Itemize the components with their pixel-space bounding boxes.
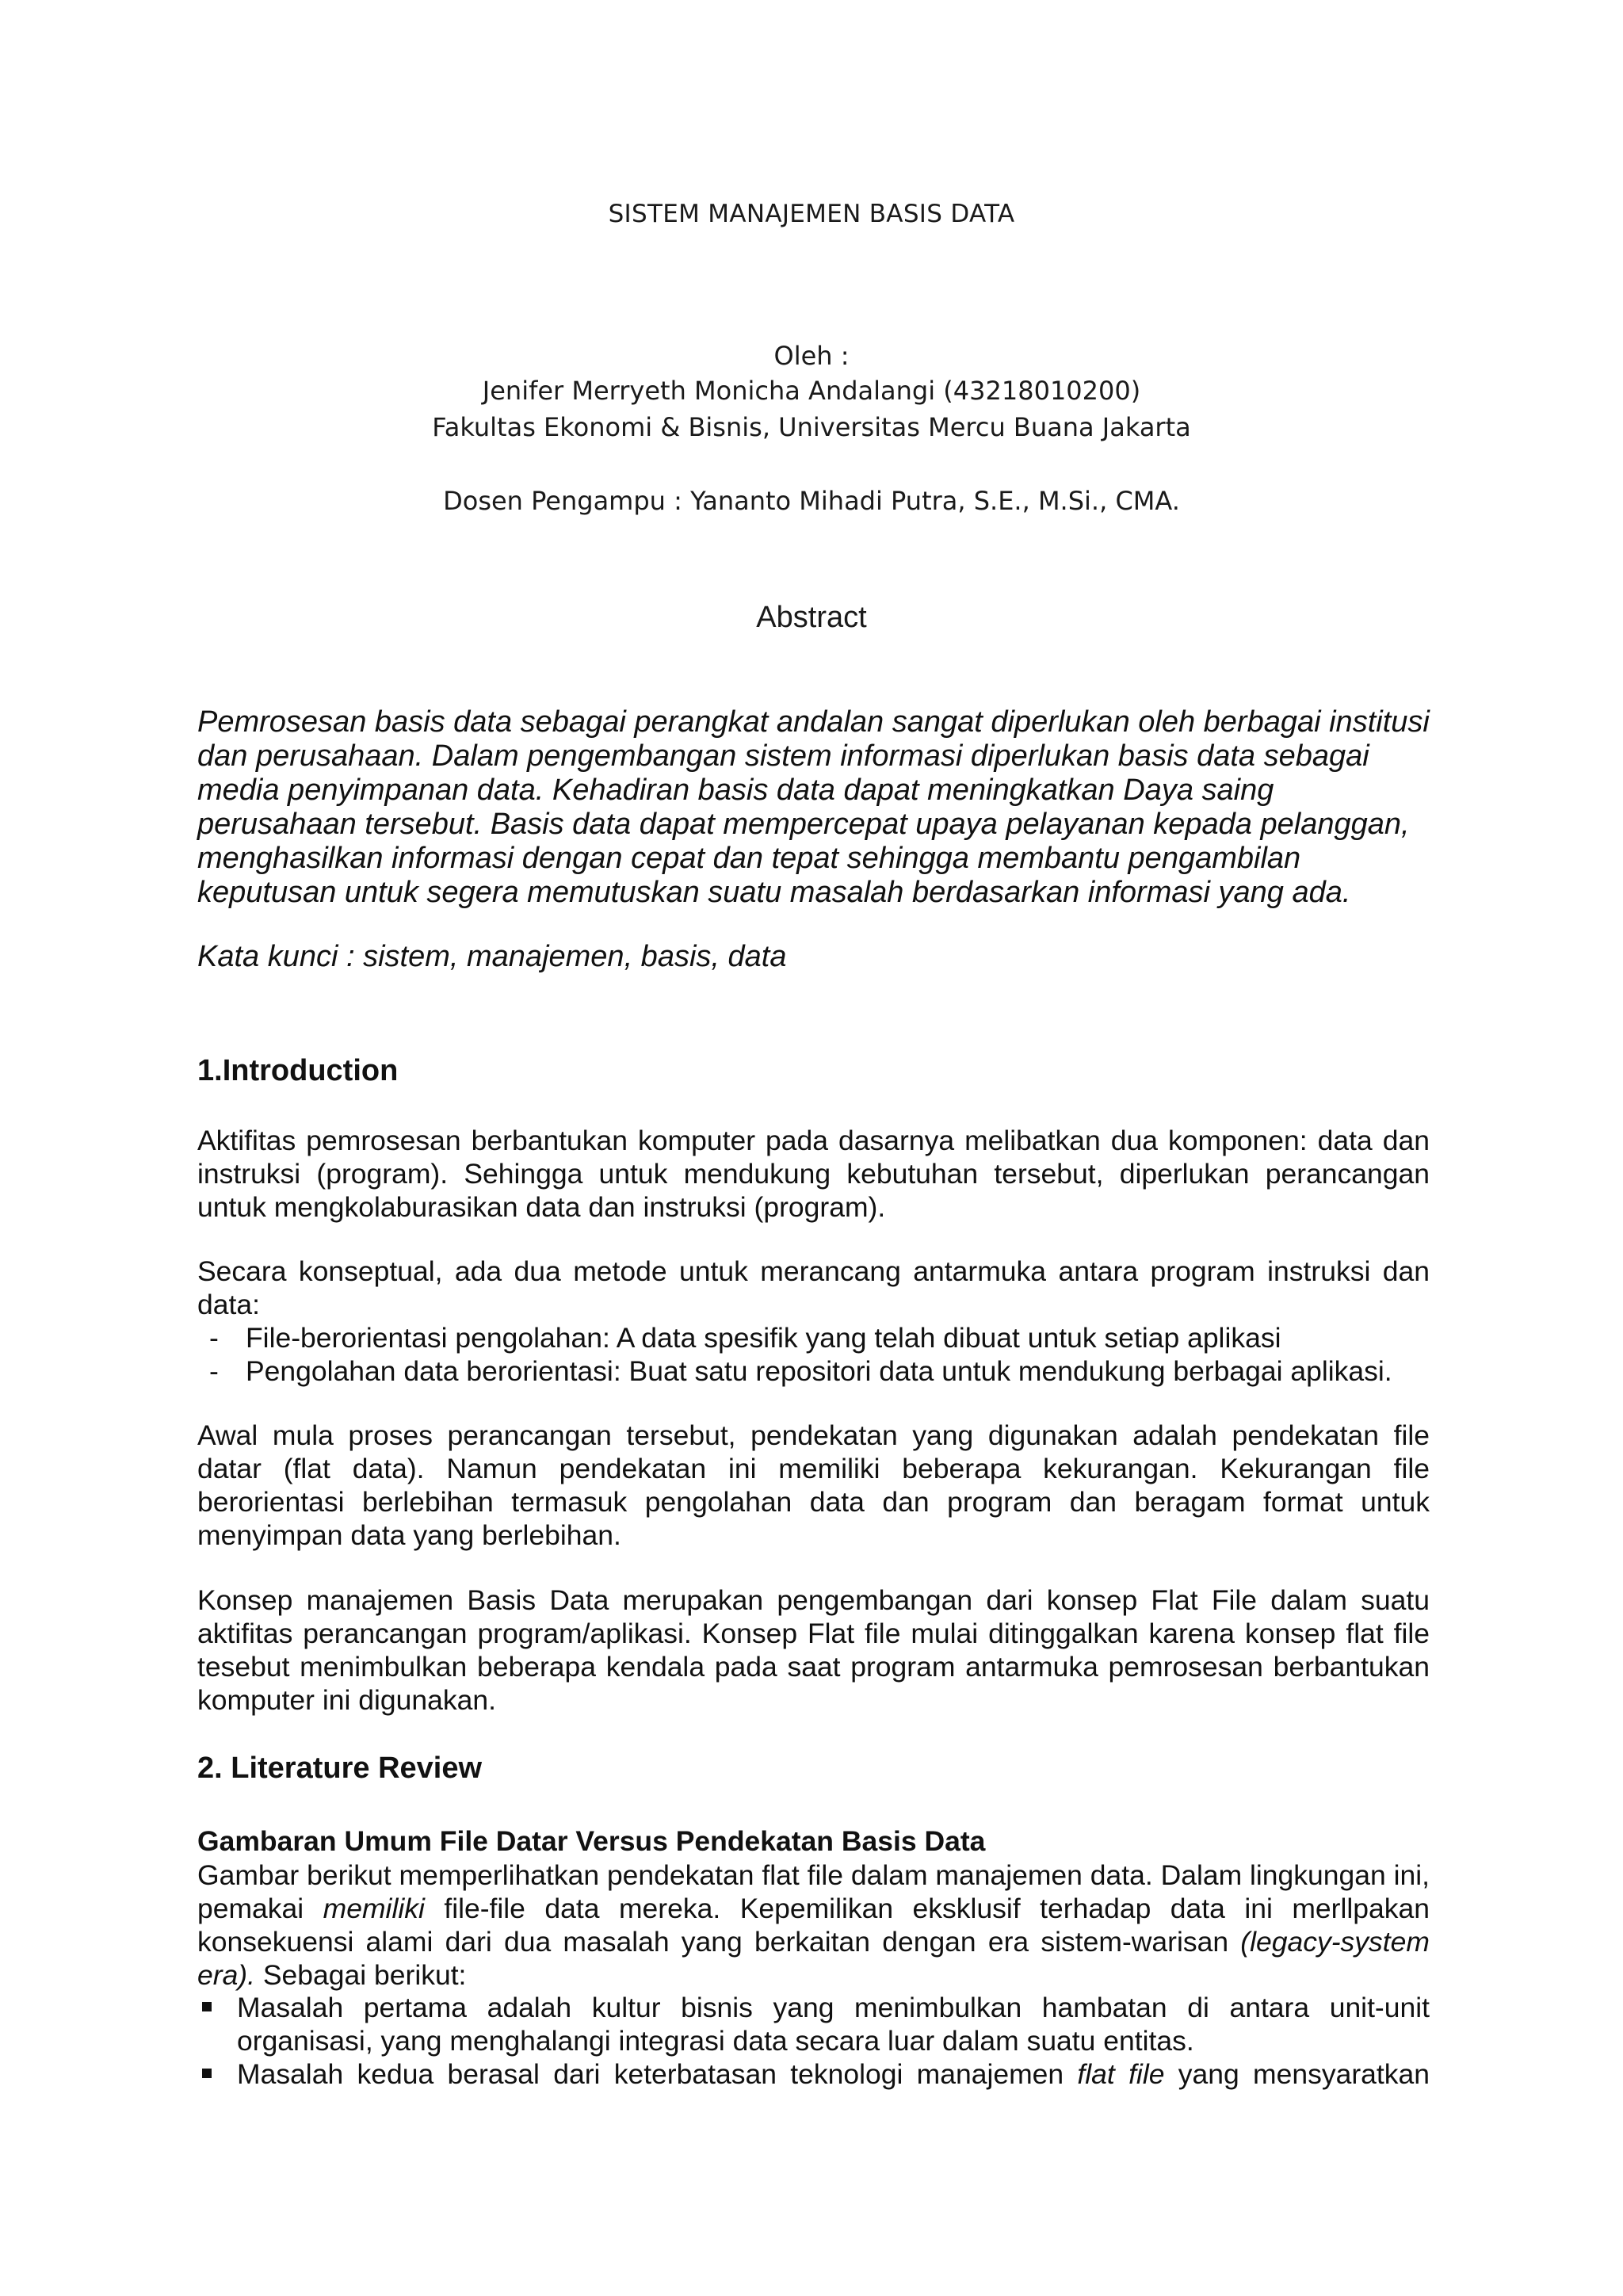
- lecturer-line: Dosen Pengampu : Yananto Mihadi Putra, S.E., M.Si., CMA.: [443, 486, 1180, 516]
- section-heading-introduction: 1.Introduction: [197, 1054, 399, 1087]
- intro-paragraph-1: Aktifitas pemrosesan berbantukan komputer pada dasarnya melibatkan dua komponen: data dan instruksi (program). Sehingga untuk mendukung kebutuhan tersebut, diperlukan perancangan untuk mengkolaburasikan data dan instruksi (program).: [197, 1125, 1430, 1223]
- intro-paragraph-2: Secara konseptual, ada dua metode untuk merancang antarmuka antara program instruksi dan data:: [197, 1255, 1430, 1320]
- section-heading-literature-review: 2. Literature Review: [197, 1752, 483, 1785]
- intro-paragraph-4: Konsep manajemen Basis Data merupakan pengembangan dari konsep Flat File dalam suatu aktifitas perancangan program/aplikasi. Konsep Flat file mulai ditinggalkan karena konsep flat file tesebut menimbulkan beberapa kendala pada saat program antarmuka pemrosesan berbantukan komputer ini digunakan.: [197, 1584, 1430, 1716]
- dash-marker: -: [209, 1322, 219, 1354]
- method-list: [197, 1321, 1430, 1388]
- text-run: file-file data mereka. Kepemilikan eksklusif terhadap data ini merllpakan konsekuensi alami dari dua masalah yang berkaitan dengan era sistem-warisan: [197, 1893, 1430, 1958]
- text-run: Sebagai berikut:: [255, 1959, 467, 1991]
- by-label: Oleh :: [773, 341, 850, 371]
- list-item: [197, 1354, 1430, 1388]
- square-bullet-icon: [202, 2002, 212, 2011]
- text-run: Gambar berikut memperlihatkan pendekatan flat file dalam manajemen data. Dalam lingkungan ini, pemakai: [197, 1859, 1430, 1924]
- problem-list: [197, 1991, 1430, 2091]
- literature-paragraph-1: [197, 1859, 1430, 1992]
- square-bullet-icon: [202, 2069, 212, 2078]
- dash-marker: -: [209, 1355, 219, 1387]
- intro-paragraph-3: Awal mula proses perancangan tersebut, pendekatan yang digunakan adalah pendekatan file datar (flat data). Namun pendekatan ini memiliki beberapa kekurangan. Kekurangan file berorientasi berlebihan termasuk pengolahan data dan program dan beragam format untuk menyimpan data yang berlebihan.: [197, 1419, 1430, 1551]
- keywords: Kata kunci : sistem, manajemen, basis, data: [197, 940, 787, 973]
- abstract-heading: Abstract: [756, 601, 867, 634]
- abstract-body: Pemrosesan basis data sebagai perangkat andalan sangat diperlukan oleh berbagai institusi dan perusahaan. Dalam pengembangan sistem informasi diperlukan basis data sebagai media penyimpanan data. Kehadiran basis data dapat meningkatkan Daya saing perusahaan tersebut. Basis data dapat mempercepat upaya pelayanan kepada pelanggan, menghasilkan informasi dengan cepat dan tepat sehingga membantu pengambilan keputusan untuk segera memutuskan suatu masalah berdasarkan informasi yang ada.: [197, 705, 1430, 909]
- emphasis-text: memiliki: [323, 1893, 425, 1924]
- list-item: [197, 1321, 1430, 1354]
- emphasis-text: (legacy-system era).: [197, 1926, 1430, 1991]
- list-item: [197, 1991, 1430, 2057]
- text-run: yang mensyaratkan: [1164, 2058, 1430, 2090]
- list-item-text: File-berorientasi pengolahan: A data spesifik yang telah dibuat untuk setiap aplikasi: [246, 1322, 1281, 1354]
- list-item-text: Masalah pertama adalah kultur bisnis yang menimbulkan hambatan di antara unit-unit organisasi, yang menghalangi integrasi data secara luar dalam suatu entitas.: [237, 1992, 1430, 2057]
- paper-title: SISTEM MANAJEMEN BASIS DATA: [608, 200, 1015, 228]
- list-item-text: Pengolahan data berorientasi: Buat satu repositori data untuk mendukung berbagai aplikasi.: [246, 1355, 1392, 1387]
- emphasis-text: flat file: [1077, 2058, 1165, 2090]
- subsection-heading: Gambaran Umum File Datar Versus Pendekatan Basis Data: [197, 1825, 986, 1857]
- text-run: Masalah kedua berasal dari keterbatasan teknologi manajemen: [237, 2058, 1078, 2090]
- author-affiliation: Fakultas Ekonomi & Bisnis, Universitas Mercu Buana Jakarta: [432, 412, 1191, 442]
- author-name: Jenifer Merryeth Monicha Andalangi (43218010200): [482, 376, 1141, 406]
- list-item: [197, 2057, 1430, 2091]
